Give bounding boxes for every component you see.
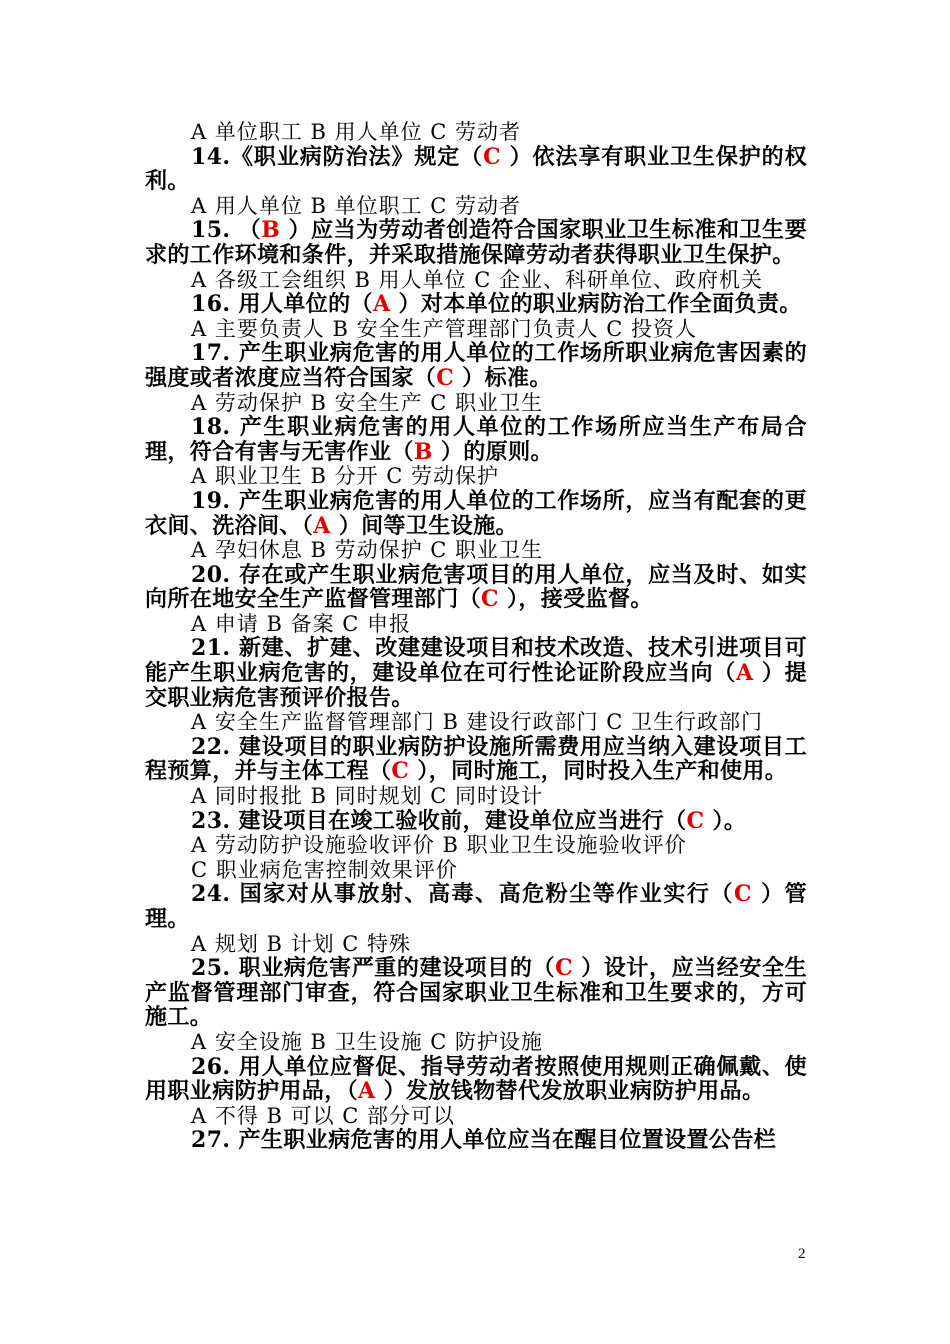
- question-list: [145, 120, 807, 1153]
- question-text: [145, 489, 807, 538]
- answer-options: A 单位职工 B 用人单位 C 劳动者: [191, 120, 522, 144]
- page-number: 2: [798, 1246, 806, 1262]
- question-stem-start: 24. 国家对从事放射、高毒、高危粉尘等作业实行（: [191, 881, 734, 908]
- question-stem-start: 19. 产生职业病危害的用人单位的工作场所，应当有配套的更衣间、洗浴间、（: [145, 487, 807, 539]
- question-text: [145, 956, 807, 1030]
- answer-options: A 申请 B 备案 C 申报: [191, 611, 412, 636]
- question-stem-end: ）应当为劳动者创造符合国家职业卫生标准和卫生要求的工作环境和条件，并采取措施保障劳动者获得职业卫生保护。: [145, 217, 808, 268]
- answer-letter: C: [686, 807, 705, 834]
- question-stem-start: 14.《职业病防治法》规定（: [191, 143, 484, 170]
- question-text: [145, 415, 807, 464]
- question-text: [145, 1055, 807, 1104]
- answer-options: A 主要负责人 B 安全生产管理部门负责人 C 投资人: [191, 316, 698, 341]
- answer-letter: A: [372, 291, 391, 318]
- question-stem-start: 25. 职业病危害严重的建设项目的（: [191, 955, 556, 982]
- question-stem-start: 15. （: [191, 217, 262, 244]
- answer-letter: C: [555, 955, 573, 982]
- answer-letter: C: [733, 881, 752, 908]
- question-stem-end: ）。: [704, 807, 747, 834]
- answer-options: A 劳动保护 B 安全生产 C 职业卫生: [191, 390, 544, 415]
- answer-letter: A: [313, 512, 331, 539]
- question-stem-end: ）发放钱物替代发放职业病防护用品。: [375, 1078, 765, 1105]
- answer-letter: C: [483, 143, 501, 170]
- answer-letter: B: [261, 217, 281, 244]
- question-stem-start: 22. 建设项目的职业病防护设施所需费用应当纳入建设项目工程预算，并与主体工程（: [145, 733, 807, 785]
- answer-options: C 职业病危害控制效果评价: [191, 857, 458, 882]
- answer-options: A 用人单位 B 单位职工 C 劳动者: [191, 193, 522, 218]
- question-text: [145, 735, 807, 784]
- answer-options: A 安全设施 B 卫生设施 C 防护设施: [191, 1029, 544, 1054]
- question-stem-start: 21. 新建、扩建、改建建设项目和技术改造、技术引进项目可能产生职业病危害的，建设单位在可行性论证阶段应当向（: [145, 635, 807, 687]
- question-text: [145, 882, 807, 931]
- question-stem-start: 23. 建设项目在竣工验收前，建设单位应当进行（: [191, 807, 687, 834]
- question-text: [145, 809, 807, 834]
- answer-options: A 各级工会组织 B 用人单位 C 企业、科研单位、政府机关: [191, 267, 764, 292]
- question-stem-end: ）间等卫生设施。: [330, 512, 518, 539]
- answer-options: A 安全生产监督管理部门 B 建设行政部门 C 卫生行政部门: [191, 710, 764, 735]
- answer-letter: C: [436, 364, 455, 391]
- question-stem-start: 20. 存在或产生职业病危害项目的用人单位，应当及时、如实向所在地安全生产监督管理部门（: [145, 561, 807, 613]
- question-stem-end: ）管理。: [145, 881, 808, 932]
- answer-options: A 职业卫生 B 分开 C 劳动保护: [191, 464, 500, 489]
- answer-options: A 同时报批 B 同时规划 C 同时设计: [191, 784, 544, 809]
- question-stem-start: 26. 用人单位应督促、指导劳动者按照使用规则正确佩戴、使用职业病防护用品，（: [145, 1053, 807, 1105]
- question-stem-end: ）对本单位的职业病防治工作全面负责。: [390, 291, 802, 318]
- question-stem-start: 27. 产生职业病危害的用人单位应当在醒目位置设置公告栏: [191, 1127, 777, 1154]
- answer-options: A 劳动防护设施验收评价 B 职业卫生设施验收评价: [191, 833, 687, 858]
- question-text: [145, 292, 807, 317]
- question-text: [145, 218, 807, 267]
- answer-letter: C: [391, 758, 410, 785]
- question-text: [145, 636, 807, 710]
- question-stem-end: ）依法享有职业卫生保护的权利。: [145, 143, 807, 195]
- question-text: [145, 563, 807, 612]
- question-text: [145, 145, 807, 194]
- question-stem-end: ），同时施工，同时投入生产和使用。: [409, 758, 788, 785]
- answer-options: A 孕妇休息 B 劳动保护 C 职业卫生: [191, 538, 544, 563]
- question-text: [145, 341, 807, 390]
- answer-options: A 规划 B 计划 C 特殊: [191, 931, 412, 956]
- answer-letter: C: [481, 586, 499, 613]
- answer-options: A 不得 B 可以 C 部分可以: [191, 1103, 456, 1128]
- question-stem-start: 17. 产生职业病危害的用人单位的工作场所职业病危害因素的强度或者浓度应当符合国家（: [145, 340, 807, 391]
- question-stem-end: ）的原则。: [432, 438, 553, 465]
- answer-letter: A: [736, 660, 754, 687]
- question-stem-start: 16. 用人单位的（: [191, 291, 373, 318]
- answer-letter: A: [358, 1078, 376, 1105]
- question-stem-end: ）设计，应当经安全生产监督管理部门审查，符合国家职业卫生标准和卫生要求的，方可施工。: [145, 955, 807, 1031]
- answer-letter: B: [413, 438, 433, 465]
- question-stem-end: ）提交职业病危害预评价报告。: [145, 660, 808, 711]
- question-stem-end: ）标准。: [454, 364, 552, 391]
- question-text: [145, 1128, 807, 1153]
- question-stem-start: 18. 产生职业病危害的用人单位的工作场所应当生产布局合理，符合有害与无害作业（: [145, 414, 807, 465]
- question-stem-end: ），接受监督。: [498, 586, 653, 613]
